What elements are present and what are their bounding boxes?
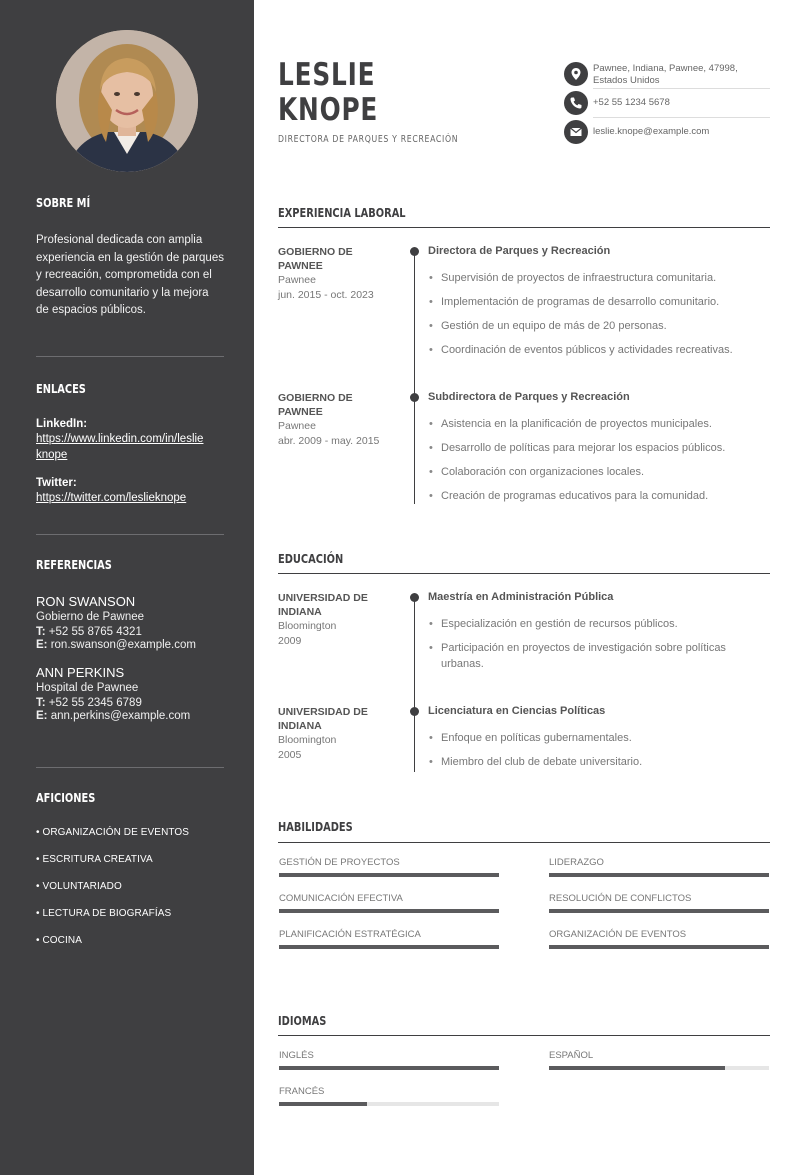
org-line-2: INDIANA (278, 606, 322, 618)
skill-item (279, 893, 499, 913)
bullet-item: • Participación en proyectos de investigación sobre políticas urbanas. (428, 640, 768, 672)
education-title: EDUCACIÓN (278, 552, 344, 566)
skill-item (279, 929, 499, 949)
timeline-dot (410, 247, 419, 256)
language-level-fill (279, 1102, 367, 1106)
contact-phone (564, 91, 770, 117)
divider (36, 534, 224, 535)
bullet-item: • Asistencia en la planificación de proyectos municipales. (428, 416, 768, 432)
reference-email: E: ann.perkins@example.com (36, 710, 191, 722)
reference-name: ANN PERKINS (36, 665, 125, 680)
skill-level-fill (279, 945, 499, 949)
reference-org: Hospital de Pawnee (36, 682, 139, 694)
skill-label: COMUNICACIÓN EFECTIVA (279, 893, 403, 904)
language-level-bar (279, 1066, 499, 1070)
references-title: REFERENCIAS (36, 558, 112, 572)
bullet-item: • Enfoque en políticas gubernamentales. (428, 730, 768, 746)
reference-phone: T: +52 55 2345 6789 (36, 697, 142, 709)
about-section (36, 196, 224, 320)
education-bullets (428, 616, 768, 680)
hobbies-title: AFICIONES (36, 791, 96, 805)
education-degree: Maestría en Administración Pública (428, 591, 614, 603)
reference-phone: T: +52 55 8765 4321 (36, 626, 142, 638)
profile-photo (56, 30, 198, 172)
bullet-item: • Desarrollo de políticas para mejorar los espacios públicos. (428, 440, 768, 456)
skill-item (279, 857, 499, 877)
hobby-item: • COCINA (36, 935, 82, 946)
languages-title: IDIOMAS (278, 1014, 327, 1028)
section-divider (278, 842, 770, 843)
experience-bullets (428, 416, 768, 512)
location-pin-icon (564, 62, 588, 86)
reference-item (36, 665, 224, 722)
linkedin-link[interactable] (36, 431, 224, 463)
address-line-2: Estados Unidos (593, 74, 660, 86)
education-timeline (414, 598, 415, 772)
bullet-item: • Implementación de programas de desarrollo comunitario. (428, 294, 768, 310)
timeline-dot (410, 593, 419, 602)
skill-label: RESOLUCIÓN DE CONFLICTOS (549, 893, 692, 904)
bullet-item: • Coordinación de eventos públicos y actividades recreativas. (428, 342, 768, 358)
skill-level-fill (279, 909, 499, 913)
hobby-item: • VOLUNTARIADO (36, 881, 122, 892)
address-text (593, 63, 770, 86)
twitter-link[interactable]: https://twitter.com/leslieknope (36, 492, 187, 504)
language-level-bar (549, 1066, 769, 1070)
skills-title: HABILIDADES (278, 820, 353, 834)
bullet-item: • Gestión de un equipo de más de 20 personas. (428, 318, 768, 334)
language-item (279, 1050, 499, 1070)
language-label: INGLÉS (279, 1050, 314, 1061)
education-location: Bloomington (278, 620, 337, 632)
contact-address (564, 62, 770, 88)
experience-org (278, 391, 398, 448)
experience-dates: jun. 2015 - oct. 2023 (278, 288, 374, 301)
reference-org: Gobierno de Pawnee (36, 611, 145, 623)
language-level-fill (549, 1066, 725, 1070)
language-level-fill (279, 1066, 499, 1070)
reference-email: E: ron.swanson@example.com (36, 639, 196, 651)
bullet-item: • Creación de programas educativos para la comunidad. (428, 488, 768, 504)
org-line-1: UNIVERSIDAD DE (278, 706, 368, 718)
education-dates: 2005 (278, 748, 302, 761)
linkedin-link-line1[interactable]: https://www.linkedin.com/in/leslie (36, 433, 204, 445)
skill-label: PLANIFICACIÓN ESTRATÉGICA (279, 929, 421, 940)
org-line-2: INDIANA (278, 720, 322, 732)
experience-role: Directora de Parques y Recreación (428, 245, 611, 257)
skill-label: ORGANIZACIÓN DE EVENTOS (549, 929, 687, 940)
section-divider (278, 573, 770, 574)
hobby-item: • LECTURA DE BIOGRAFÍAS (36, 908, 172, 919)
reference-item (36, 594, 224, 651)
experience-role: Subdirectora de Parques y Recreación (428, 391, 630, 403)
skill-label: LIDERAZGO (549, 857, 604, 868)
experience-title: EXPERIENCIA LABORAL (278, 206, 406, 220)
section-divider (278, 1035, 770, 1036)
education-degree: Licenciatura en Ciencias Políticas (428, 705, 606, 717)
divider (593, 88, 770, 89)
linkedin-link-line2[interactable]: knope (36, 449, 68, 461)
skill-label: GESTIÓN DE PROYECTOS (279, 857, 400, 868)
skill-level-bar (279, 909, 499, 913)
timeline-dot (410, 393, 419, 402)
skill-level-bar (279, 873, 499, 877)
hobby-item: • ESCRITURA CREATIVA (36, 854, 153, 865)
person-name (278, 58, 378, 128)
education-location: Bloomington (278, 734, 337, 746)
skill-level-fill (549, 873, 769, 877)
links-title: ENLACES (36, 382, 86, 396)
skill-level-bar (549, 945, 769, 949)
skill-item (549, 929, 769, 949)
bullet-item: • Miembro del club de debate universitario. (428, 754, 768, 770)
divider (36, 356, 224, 357)
skill-level-bar (549, 873, 769, 877)
experience-dates: abr. 2009 - may. 2015 (278, 434, 380, 447)
about-text: Profesional dedicada con amplia experiencia en la gestión de parques y recreación, comprometida con el desarrollo comunitario y la mejora de espacios públicos. (36, 234, 224, 316)
skill-item (549, 857, 769, 877)
hobbies-section (36, 791, 224, 962)
divider (593, 117, 770, 118)
address-line-1: Pawnee, Indiana, Pawnee, 47998, (593, 63, 738, 74)
section-divider (278, 227, 770, 228)
experience-location: Pawnee (278, 274, 316, 286)
contact-email (564, 120, 770, 146)
links-section (36, 382, 224, 506)
language-item (549, 1050, 769, 1070)
bullet-item: • Especialización en gestión de recursos públicos. (428, 616, 768, 632)
hobby-item: • ORGANIZACIÓN DE EVENTOS (36, 827, 190, 838)
timeline-dot (410, 707, 419, 716)
skill-level-fill (549, 945, 769, 949)
about-title: SOBRE MÍ (36, 196, 91, 210)
divider (36, 767, 224, 768)
education-org (278, 591, 398, 648)
experience-timeline (414, 252, 415, 504)
skill-item (549, 893, 769, 913)
skill-level-fill (549, 909, 769, 913)
org-line-2: PAWNEE (278, 260, 323, 272)
skill-level-bar (549, 909, 769, 913)
skill-level-bar (279, 945, 499, 949)
org-line-1: GOBIERNO DE (278, 392, 353, 404)
name-line-1: LESLIE (278, 57, 376, 93)
org-line-2: PAWNEE (278, 406, 323, 418)
phone-icon (564, 91, 588, 115)
experience-org (278, 245, 398, 302)
references-section (36, 558, 224, 722)
language-label: ESPAÑOL (549, 1050, 594, 1061)
language-level-bar (279, 1102, 499, 1106)
twitter-label: Twitter: (36, 477, 77, 489)
phone-text: +52 55 1234 5678 (593, 97, 670, 108)
bullet-item: • Colaboración con organizaciones locales. (428, 464, 768, 480)
email-text[interactable]: leslie.knope@example.com (593, 126, 710, 137)
experience-bullets (428, 270, 768, 366)
education-dates: 2009 (278, 634, 302, 647)
education-bullets (428, 730, 768, 778)
language-item (279, 1086, 499, 1106)
email-icon (564, 120, 588, 144)
sidebar (0, 0, 254, 1175)
name-line-2: KNOPE (278, 92, 379, 128)
skill-level-fill (279, 873, 499, 877)
language-label: FRANCÉS (279, 1086, 325, 1097)
job-title: DIRECTORA DE PARQUES Y RECREACIÓN (278, 134, 459, 145)
education-org (278, 705, 398, 762)
bullet-item: • Supervisión de proyectos de infraestructura comunitaria. (428, 270, 768, 286)
linkedin-label: LinkedIn: (36, 418, 88, 430)
experience-location: Pawnee (278, 420, 316, 432)
reference-name: RON SWANSON (36, 594, 136, 609)
org-line-1: GOBIERNO DE (278, 246, 353, 258)
org-line-1: UNIVERSIDAD DE (278, 592, 368, 604)
